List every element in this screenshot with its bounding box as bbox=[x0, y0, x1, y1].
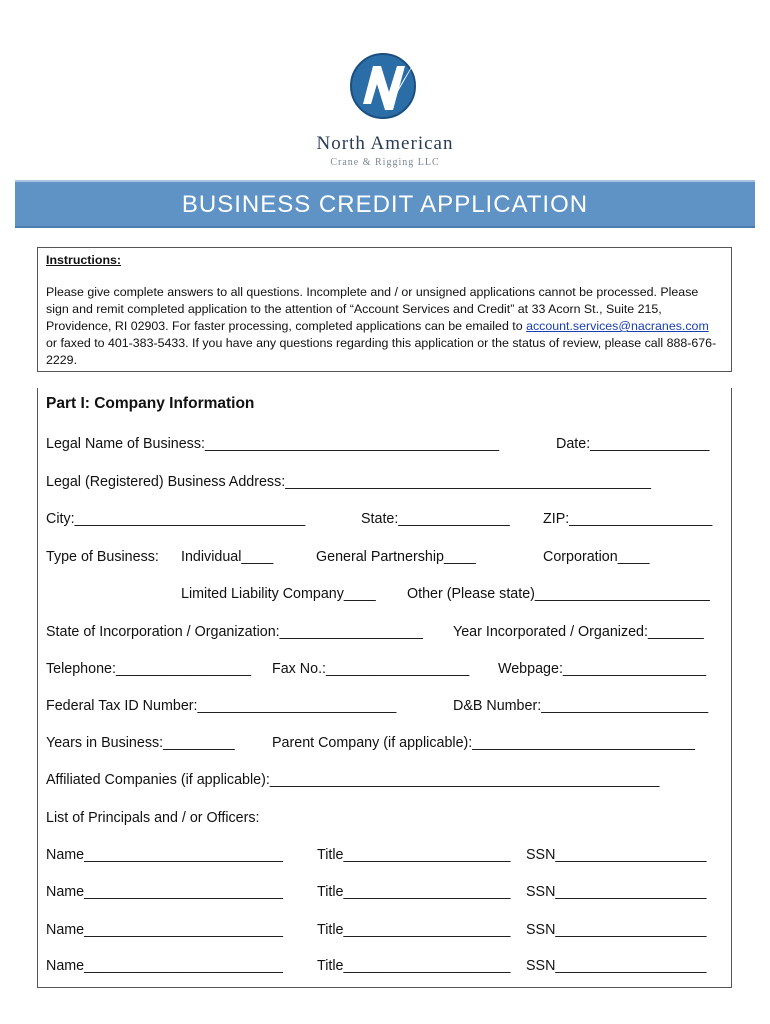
principals-label: List of Principals and / or Officers: bbox=[46, 810, 260, 826]
federal-tax-id-field[interactable]: Federal Tax ID Number:_________________________ bbox=[46, 698, 397, 714]
principal-name-field-4[interactable]: Name_________________________ bbox=[46, 958, 283, 974]
instructions-text-1: Please give complete answers to all questions. Incomplete and / or unsigned applications cannot be processed. Please sign and remit completed application to the attention of “Account Services and Credit” at 33 Acorn St., Suite 215, Providence, RI 02903. For faster processing, completed applications can be emailed to bbox=[46, 285, 699, 333]
company-logo bbox=[0, 44, 770, 168]
address-field[interactable]: Legal (Registered) Business Address:______________________________________________ bbox=[46, 474, 651, 490]
brand-subtitle: Crane & Rigging LLC bbox=[330, 157, 440, 168]
fax-field[interactable]: Fax No.:__________________ bbox=[272, 661, 470, 677]
part1-title: Part I: Company Information bbox=[46, 395, 255, 412]
other-option[interactable]: Other (Please state)______________________ bbox=[407, 586, 710, 602]
zip-field[interactable]: ZIP:__________________ bbox=[543, 511, 713, 527]
brand-name: North American bbox=[316, 133, 454, 154]
principal-ssn-field-4[interactable]: SSN___________________ bbox=[526, 958, 707, 974]
state-of-incorporation-field[interactable]: State of Incorporation / Organization:__________________ bbox=[46, 624, 423, 640]
llc-option[interactable]: Limited Liability Company____ bbox=[181, 586, 376, 602]
principal-ssn-field-2[interactable]: SSN___________________ bbox=[526, 884, 707, 900]
principal-ssn-field-1[interactable]: SSN___________________ bbox=[526, 847, 707, 863]
legal-name-field[interactable]: Legal Name of Business:_____________________________________ bbox=[46, 436, 500, 452]
years-in-business-field[interactable]: Years in Business:_________ bbox=[46, 735, 235, 751]
telephone-field[interactable]: Telephone:_________________ bbox=[46, 661, 252, 677]
principal-title-field-4[interactable]: Title_____________________ bbox=[317, 958, 511, 974]
dnb-number-field[interactable]: D&B Number:_____________________ bbox=[453, 698, 709, 714]
principal-title-field-3[interactable]: Title_____________________ bbox=[317, 922, 511, 938]
compass-n-icon bbox=[345, 44, 425, 128]
individual-option[interactable]: Individual____ bbox=[181, 549, 274, 565]
principal-name-field-3[interactable]: Name_________________________ bbox=[46, 922, 283, 938]
instructions-heading: Instructions: bbox=[46, 253, 122, 267]
principal-title-field-1[interactable]: Title_____________________ bbox=[317, 847, 511, 863]
instructions-text-2: or faxed to 401-383-5433. If you have any questions regarding this application or the status of review, please call 888-676-2229. bbox=[46, 336, 717, 367]
title-banner bbox=[15, 180, 755, 228]
year-incorporated-field[interactable]: Year Incorporated / Organized:_______ bbox=[453, 624, 704, 640]
email-link[interactable]: account.services@nacranes.com bbox=[526, 319, 709, 333]
corporation-option[interactable]: Corporation____ bbox=[543, 549, 650, 565]
instructions-body bbox=[46, 284, 723, 369]
date-field[interactable]: Date:_______________ bbox=[556, 436, 710, 452]
state-field[interactable]: State:______________ bbox=[361, 511, 510, 527]
general-partnership-option[interactable]: General Partnership____ bbox=[316, 549, 476, 565]
city-field[interactable]: City:_____________________________ bbox=[46, 511, 306, 527]
principal-ssn-field-3[interactable]: SSN___________________ bbox=[526, 922, 707, 938]
principal-name-field-1[interactable]: Name_________________________ bbox=[46, 847, 283, 863]
webpage-field[interactable]: Webpage:__________________ bbox=[498, 661, 707, 677]
instructions-box bbox=[37, 247, 732, 372]
affiliated-companies-field[interactable]: Affiliated Companies (if applicable):_________________________________________________ bbox=[46, 772, 660, 788]
type-of-business-label: Type of Business: bbox=[46, 549, 159, 565]
page-title: BUSINESS CREDIT APPLICATION bbox=[181, 191, 589, 218]
principal-title-field-2[interactable]: Title_____________________ bbox=[317, 884, 511, 900]
parent-company-field[interactable]: Parent Company (if applicable):____________________________ bbox=[272, 735, 695, 751]
principal-name-field-2[interactable]: Name_________________________ bbox=[46, 884, 283, 900]
